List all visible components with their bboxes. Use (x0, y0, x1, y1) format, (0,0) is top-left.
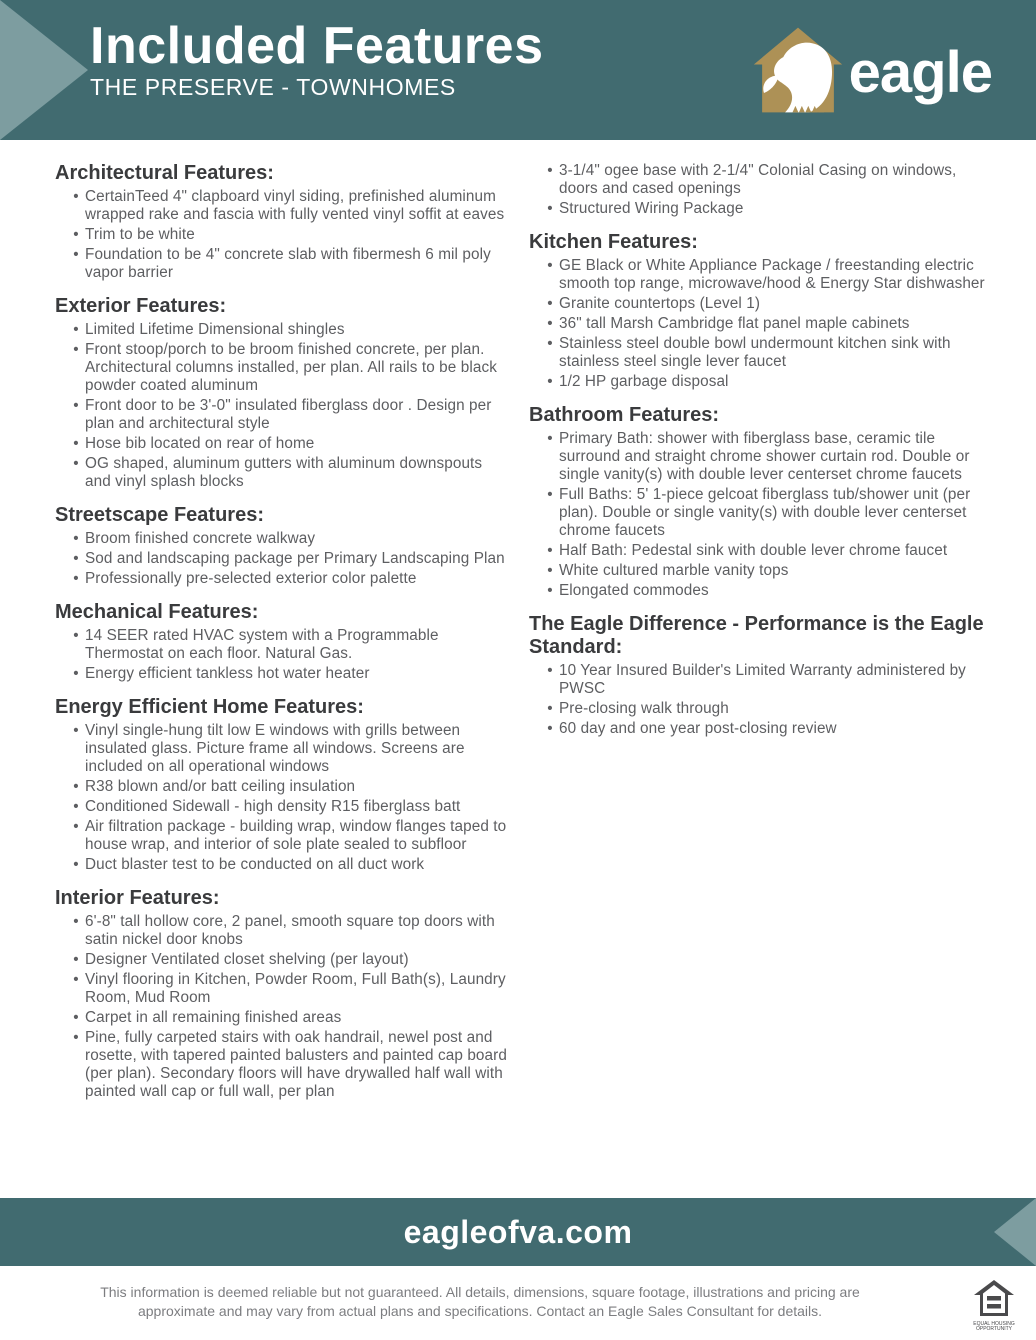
feature-text: Primary Bath: shower with fiberglass base, ceramic tile surround and straight chrome shower curtain rod. Double or single vanity(s) with double lever centerset chrome faucets (559, 430, 970, 483)
bullet-icon: • (547, 486, 553, 503)
page-title: Included Features (90, 17, 544, 75)
feature-item (67, 435, 507, 453)
feature-item (541, 720, 994, 738)
disclaimer-line-2: approximate and may vary from actual plans and specifications. Contact an Eagle Sales Consultant for details. (137, 1303, 823, 1319)
bullet-icon: • (73, 1009, 79, 1026)
feature-text: Full Baths: 5' 1-piece gelcoat fiberglass tub/shower unit (per plan). Double or single vanity(s) with double lever centerset chrome faucets (559, 486, 971, 539)
feature-text: 1/2 HP garbage disposal (559, 373, 729, 390)
feature-item (67, 951, 507, 969)
bullet-icon: • (547, 162, 553, 179)
bullet-icon: • (73, 188, 79, 205)
brand-logo (752, 24, 992, 121)
footer-banner (0, 1198, 1036, 1266)
feature-item (67, 971, 507, 1007)
feature-text: Broom finished concrete walkway (85, 530, 316, 547)
section-heading: Streetscape Features: (55, 504, 264, 526)
bullet-icon: • (73, 665, 79, 682)
bullet-icon: • (73, 778, 79, 795)
feature-list (55, 722, 507, 874)
bullet-icon: • (73, 627, 79, 644)
feature-section (55, 696, 507, 874)
bullet-icon: • (547, 662, 553, 679)
feature-section (55, 601, 507, 683)
section-heading: Bathroom Features: (529, 404, 720, 426)
feature-item (67, 627, 507, 663)
eagle-house-logo-icon (752, 24, 844, 121)
feature-text: Conditioned Sidewall - high density R15 fiberglass batt (85, 798, 461, 815)
bullet-icon: • (73, 570, 79, 587)
bullet-icon: • (73, 321, 79, 338)
feature-section (55, 887, 507, 1101)
feature-text: White cultured marble vanity tops (559, 562, 789, 579)
bullet-icon: • (547, 562, 553, 579)
feature-item (541, 542, 994, 560)
brand-name: eagle (848, 39, 992, 105)
equal-housing-label: EQUAL HOUSING OPPORTUNITY (973, 1321, 1015, 1332)
feature-item (67, 818, 507, 854)
feature-text: Pre-closing walk through (559, 700, 729, 717)
bullet-icon: • (547, 700, 553, 717)
feature-item (67, 188, 507, 224)
bullet-icon: • (73, 530, 79, 547)
feature-item (67, 913, 507, 949)
right-column (529, 162, 994, 1114)
equal-housing-icon (974, 1303, 1014, 1320)
feature-text: R38 blown and/or batt ceiling insulation (85, 778, 356, 795)
feature-item (541, 295, 994, 313)
bullet-icon: • (73, 913, 79, 930)
bullet-icon: • (73, 722, 79, 739)
feature-text: 6'-8" tall hollow core, 2 panel, smooth square top doors with satin nickel door knobs (85, 913, 495, 948)
feature-item (541, 315, 994, 333)
feature-text: Energy efficient tankless hot water heater (85, 665, 370, 682)
bullet-icon: • (73, 971, 79, 988)
feature-item (67, 778, 507, 796)
feature-section (529, 613, 994, 738)
feature-item (541, 373, 994, 391)
bullet-icon: • (547, 257, 553, 274)
bullet-icon: • (547, 720, 553, 737)
feature-section (55, 162, 507, 282)
feature-text: 3-1/4" ogee base with 2-1/4" Colonial Casing on windows, doors and cased openings (559, 162, 957, 197)
bullet-icon: • (73, 798, 79, 815)
feature-item (67, 226, 507, 244)
header-banner (0, 0, 1036, 140)
bullet-icon: • (547, 335, 553, 352)
title-block (90, 18, 544, 101)
section-heading: Kitchen Features: (529, 231, 698, 253)
disclaimer-line-1: This information is deemed reliable but not guaranteed. All details, dimensions, square footage, illustrations and pricing are (100, 1284, 860, 1300)
equal-housing-logo (968, 1280, 1020, 1332)
section-heading: Interior Features: (55, 887, 220, 909)
feature-section (529, 162, 994, 218)
feature-text: Designer Ventilated closet shelving (per layout) (85, 951, 409, 968)
bullet-icon: • (73, 246, 79, 263)
section-heading: The Eagle Difference - Performance is the Eagle Standard: (529, 613, 984, 658)
feature-section (55, 504, 507, 588)
feature-item (67, 570, 507, 588)
bullet-icon: • (73, 550, 79, 567)
left-column (55, 162, 507, 1114)
feature-text: GE Black or White Appliance Package / freestanding electric smooth top range, microwave/hood & Energy Star dishwasher (559, 257, 985, 292)
feature-text: Hose bib located on rear of home (85, 435, 315, 452)
feature-text: Foundation to be 4" concrete slab with fibermesh 6 mil poly vapor barrier (85, 246, 491, 281)
feature-item (67, 856, 507, 874)
section-heading: Exterior Features: (55, 295, 227, 317)
bullet-icon: • (547, 295, 553, 312)
feature-item (67, 321, 507, 339)
bullet-icon: • (547, 582, 553, 599)
feature-list (55, 530, 507, 588)
bullet-icon: • (547, 315, 553, 332)
feature-item (67, 665, 507, 683)
section-heading: Energy Efficient Home Features: (55, 696, 364, 718)
bullet-icon: • (73, 397, 79, 414)
feature-text: Granite countertops (Level 1) (559, 295, 761, 312)
feature-text: Air filtration package - building wrap, window flanges taped to house wrap, and interior of sole plate sealed to subfloor (85, 818, 507, 853)
content-area (0, 140, 1036, 1114)
feature-text: Stainless steel double bowl undermount kitchen sink with stainless steel single lever faucet (559, 335, 951, 370)
feature-list (55, 913, 507, 1101)
feature-text: Half Bath: Pedestal sink with double lever chrome faucet (559, 542, 948, 559)
feature-item (67, 1009, 507, 1027)
feature-text: Duct blaster test to be conducted on all duct work (85, 856, 425, 873)
feature-item (541, 162, 994, 198)
website-link[interactable]: eagleofva.com (403, 1214, 633, 1250)
feature-text: Front stoop/porch to be broom finished concrete, per plan. Architectural columns installed, per plan. All rails to be black powder coated aluminum (85, 341, 497, 394)
feature-list (529, 162, 994, 218)
page-subtitle: THE PRESERVE - TOWNHOMES (90, 74, 456, 101)
bullet-icon: • (73, 455, 79, 472)
feature-text: Front door to be 3'-0" insulated fiberglass door . Design per plan and architectural style (85, 397, 492, 432)
bullet-icon: • (73, 435, 79, 452)
bullet-icon: • (547, 200, 553, 217)
feature-item (67, 1029, 507, 1101)
bullet-icon: • (73, 951, 79, 968)
bullet-icon: • (73, 856, 79, 873)
feature-text: 10 Year Insured Builder's Limited Warranty administered by PWSC (559, 662, 966, 697)
feature-text: Vinyl single-hung tilt low E windows with grills between insulated glass. Picture frame all windows. Screens are included on all operational windows (85, 722, 465, 775)
feature-text: Limited Lifetime Dimensional shingles (85, 321, 345, 338)
bullet-icon: • (73, 1029, 79, 1046)
bullet-icon: • (547, 542, 553, 559)
feature-text: 60 day and one year post-closing review (559, 720, 837, 737)
feature-list (55, 627, 507, 683)
feature-text: Elongated commodes (559, 582, 709, 599)
feature-text: 14 SEER rated HVAC system with a Programmable Thermostat on each floor. Natural Gas. (85, 627, 439, 662)
section-heading: Mechanical Features: (55, 601, 259, 623)
feature-text: Professionally pre-selected exterior color palette (85, 570, 417, 587)
chevron-right-icon (0, 0, 88, 140)
feature-item (541, 257, 994, 293)
feature-item (67, 722, 507, 776)
feature-text: Vinyl flooring in Kitchen, Powder Room, Full Bath(s), Laundry Room, Mud Room (85, 971, 506, 1006)
feature-text: OG shaped, aluminum gutters with aluminum downspouts and vinyl splash blocks (85, 455, 483, 490)
feature-section (55, 295, 507, 491)
feature-section (529, 231, 994, 391)
feature-item (541, 662, 994, 698)
feature-item (67, 530, 507, 548)
feature-text: 36" tall Marsh Cambridge flat panel maple cabinets (559, 315, 910, 332)
bullet-icon: • (73, 341, 79, 358)
feature-text: Carpet in all remaining finished areas (85, 1009, 342, 1026)
feature-item (541, 562, 994, 580)
feature-list (529, 430, 994, 600)
feature-item (67, 550, 507, 568)
feature-item (541, 200, 994, 218)
bullet-icon: • (73, 818, 79, 835)
feature-item (67, 246, 507, 282)
feature-list (55, 321, 507, 491)
feature-text: Sod and landscaping package per Primary Landscaping Plan (85, 550, 505, 567)
disclaimer (0, 1283, 960, 1321)
feature-item (541, 582, 994, 600)
section-heading: Architectural Features: (55, 162, 274, 184)
feature-list (55, 188, 507, 282)
feature-item (67, 397, 507, 433)
feature-item (541, 335, 994, 371)
bullet-icon: • (73, 226, 79, 243)
feature-item (541, 430, 994, 484)
feature-list (529, 662, 994, 738)
feature-text: Pine, fully carpeted stairs with oak handrail, newel post and rosette, with tapered painted balusters and painted cap board (per plan). Secondary floors will have drywalled half wall with painted wall cap or full wall, per plan (85, 1029, 507, 1100)
feature-section (529, 404, 994, 600)
feature-text: Trim to be white (85, 226, 195, 243)
bullet-icon: • (547, 373, 553, 390)
feature-text: Structured Wiring Package (559, 200, 744, 217)
feature-item (541, 700, 994, 718)
feature-item (541, 486, 994, 540)
feature-text: CertainTeed 4" clapboard vinyl siding, prefinished aluminum wrapped rake and fascia with fully vented vinyl soffit at eaves (85, 188, 505, 223)
feature-item (67, 455, 507, 491)
feature-item (67, 798, 507, 816)
feature-item (67, 341, 507, 395)
bullet-icon: • (547, 430, 553, 447)
feature-list (529, 257, 994, 391)
